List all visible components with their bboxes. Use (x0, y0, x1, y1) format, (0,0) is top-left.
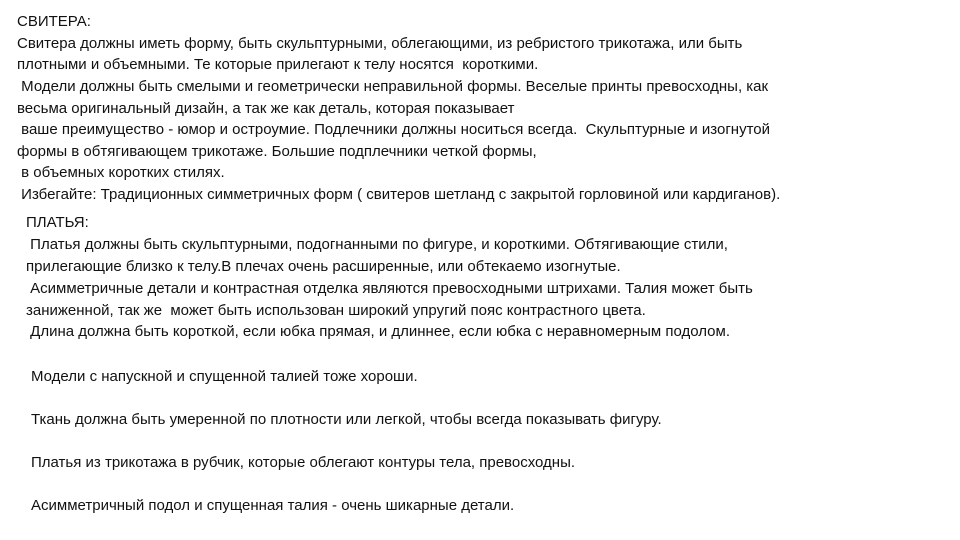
dresses-line: Длина должна быть короткой, если юбка прямая, и длиннее, если юбка с неравномерным подолом. (26, 323, 730, 340)
sweaters-line: весьма оригинальный дизайн, а так же как деталь, которая показывает (17, 100, 515, 117)
dresses-line: прилегающие близко к телу.В плечах очень расширенные, или обтекаемо изогнутые. (26, 258, 621, 275)
sweaters-line: Модели должны быть смелыми и геометрически неправильной формы. Веселые принты превосходны, как (17, 78, 769, 95)
dresses-paragraph: Модели с напускной и спущенной талией тоже хороши. (31, 368, 418, 385)
sweaters-line: Свитера должны иметь форму, быть скульптурными, облегающими, из ребристого трикотажа, или быть (17, 35, 743, 52)
sweaters-line: Избегайте: Традиционных симметричных форм ( свитеров шетланд с закрытой горловиной или кардиганов). (17, 186, 781, 203)
dresses-heading: ПЛАТЬЯ: (26, 214, 89, 231)
dresses-paragraph: Асимметричный подол и спущенная талия - очень шикарные детали. (31, 497, 515, 514)
dresses-paragraph: Ткань должна быть умеренной по плотности или легкой, чтобы всегда показывать фигуру. (31, 411, 662, 428)
dresses-line: Асимметричные детали и контрастная отделка являются превосходными штрихами. Талия может быть (26, 280, 753, 297)
dresses-line: заниженной, так же может быть использован широкий упругий пояс контрастного цвета. (26, 302, 646, 319)
sweaters-line: плотными и объемными. Те которые прилегают к телу носятся короткими. (17, 56, 539, 73)
sweaters-heading: СВИТЕРА: (17, 13, 91, 30)
sweaters-line: ваше преимущество - юмор и остроумие. Подлечники должны носиться всегда. Скульптурные и изогнутой (17, 121, 770, 138)
dresses-paragraph: Платья из трикотажа в рубчик, которые облегают контуры тела, превосходны. (31, 454, 576, 471)
dresses-line: Платья должны быть скульптурными, подогнанными по фигуре, и короткими. Обтягивающие стили, (26, 236, 728, 253)
sweaters-line: формы в обтягивающем трикотаже. Большие подплечники четкой формы, (17, 143, 537, 160)
sweaters-line: в объемных коротких стилях. (17, 164, 225, 181)
